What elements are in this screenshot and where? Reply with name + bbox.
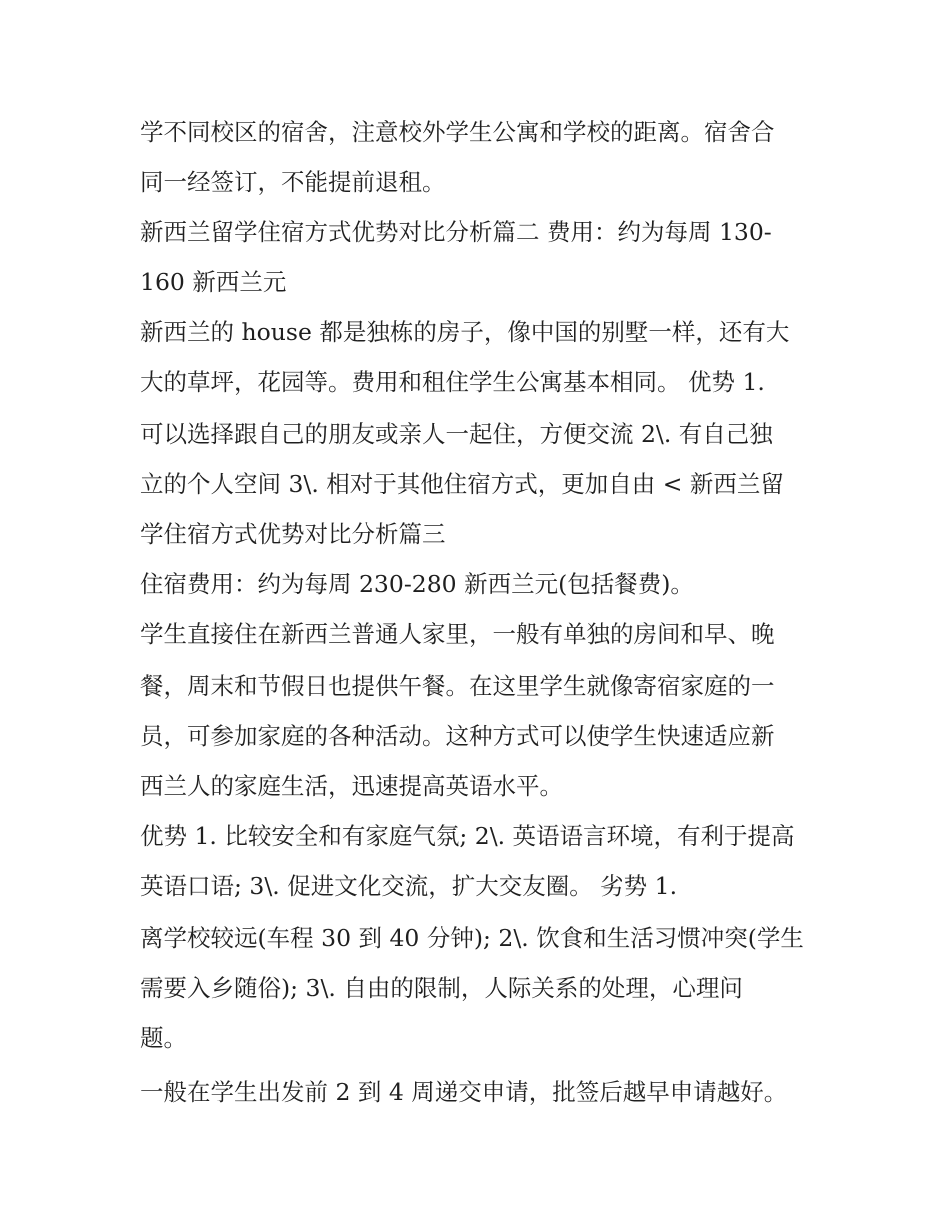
text-line: 住宿费用：约为每周 230-280 新西兰元(包括餐费)。 <box>140 570 694 598</box>
text-line: 英语口语; 3\. 促进文化交流，扩大交友圈。 劣势 1. <box>140 872 678 900</box>
text-line: 员，可参加家庭的各种活动。这种方式可以使学生快速适应新 <box>140 722 775 750</box>
text-line: 新西兰留学住宿方式优势对比分析篇二 费用：约为每周 130- <box>140 218 772 246</box>
text-line: 题。 <box>140 1024 187 1052</box>
text-line: 学生直接住在新西兰普通人家里，一般有单独的房间和早、晚 <box>140 620 775 648</box>
text-line: 西兰人的家庭生活，迅速提高英语水平。 <box>140 772 563 800</box>
text-line: 学不同校区的宿舍，注意校外学生公寓和学校的距离。宿舍合 <box>140 118 775 146</box>
text-line: 离学校较远(车程 30 到 40 分钟); 2\. 饮食和生活习惯冲突(学生 <box>140 924 804 952</box>
text-line: 新西兰的 house 都是独栋的房子，像中国的别墅一样，还有大 <box>140 318 790 346</box>
text-line: 优势 1. 比较安全和有家庭气氛; 2\. 英语语言环境，有利于提高 <box>140 822 795 850</box>
text-line: 160 新西兰元 <box>140 268 287 296</box>
text-line: 学住宿方式优势对比分析篇三 <box>140 520 446 548</box>
text-line: 立的个人空间 3\. 相对于其他住宿方式，更加自由 < 新西兰留 <box>140 470 784 498</box>
text-line: 需要入乡随俗); 3\. 自由的限制，人际关系的处理，心理问 <box>140 974 743 1002</box>
text-line: 同一经签订，不能提前退租。 <box>140 168 446 196</box>
text-line: 餐，周末和节假日也提供午餐。在这里学生就像寄宿家庭的一 <box>140 672 775 700</box>
text-line: 一般在学生出发前 2 到 4 周递交申请，批签后越早申请越好。 <box>140 1078 788 1106</box>
text-line: 可以选择跟自己的朋友或亲人一起住，方便交流 2\. 有自己独 <box>140 420 773 448</box>
text-line: 大的草坪，花园等。费用和租住学生公寓基本相同。 优势 1. <box>140 368 765 396</box>
